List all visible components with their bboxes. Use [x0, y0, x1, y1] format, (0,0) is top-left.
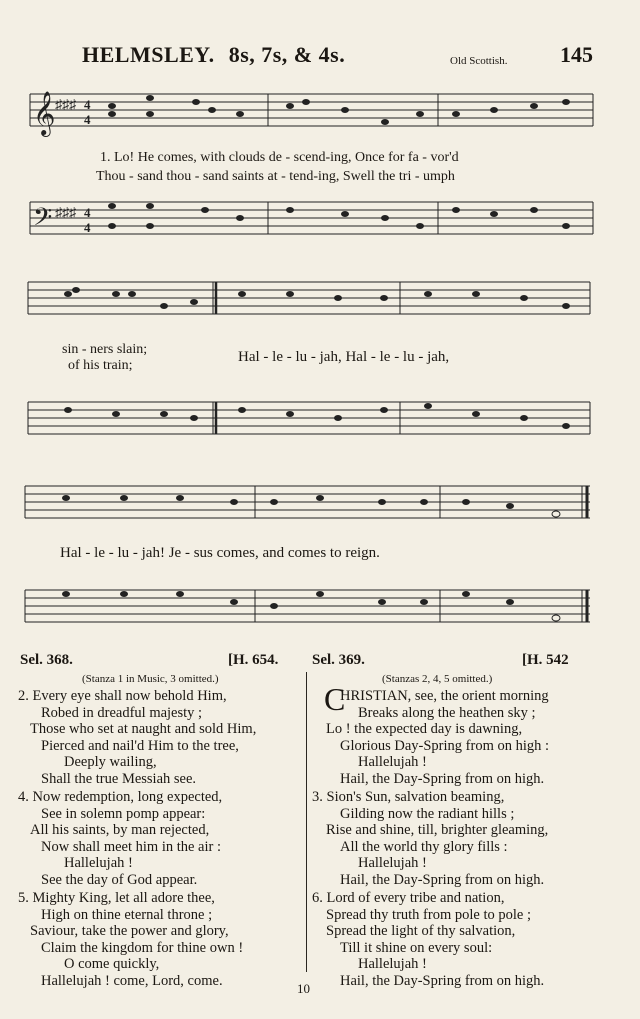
bass-staff-1 [0, 190, 640, 250]
verse-line: Hallelujah ! [358, 855, 427, 871]
verse-line: Claim the kingdom for thine own ! [41, 939, 244, 956]
sel-368-verses [18, 688, 318, 989]
verse-line: See the day of God appear. [41, 871, 198, 888]
verse-line: Shall the true Messiah see. [41, 770, 197, 787]
tune-origin: Old Scottish. [450, 55, 508, 67]
bass-staff-2 [0, 390, 640, 450]
verse-line: Hail, the Day-Spring from on high. [340, 972, 545, 989]
sel-368-heading: Sel. 368. [20, 652, 73, 668]
signature-mark: 10 [297, 981, 310, 996]
lyric-line-sinners: sin - ners slain; [62, 342, 148, 357]
sel-368-note: (Stanza 1 in Music, 3 omitted.) [82, 673, 219, 685]
verse-line: 5. Mighty King, let all adore thee, [18, 890, 215, 906]
verse-line: Hail, the Day-Spring from on high. [340, 871, 545, 888]
column-divider [306, 672, 307, 972]
lyric-line-train: of his train; [68, 358, 133, 373]
lyric-verse-1: 1. Lo! He comes, with clouds de - scend-ing, Once for fa - vor'd [100, 150, 459, 165]
verse-line: All the world thy glory fills : [340, 838, 508, 855]
lyric-verse-2: Thou - sand thou - sand saints at - tend-ing, Swell the tri - umph [96, 169, 455, 184]
svg-text:4: 4 [84, 97, 91, 112]
svg-text:4: 4 [84, 205, 91, 220]
svg-text:𝄢: 𝄢 [33, 203, 53, 238]
verse-line: Those who set at naught and sold Him, [30, 721, 257, 737]
verse-line: Gilding now the radiant hills ; [340, 805, 515, 822]
hymn-title [82, 42, 345, 68]
lyric-refrain-1: Hal - le - lu - jah, Hal - le - lu - jah, [238, 349, 450, 365]
sel-369-verses [312, 688, 632, 989]
verse-line: Spread the light of thy salvation, [326, 923, 516, 939]
treble-staff-2 [0, 270, 640, 330]
sel-369-heading: Sel. 369. [312, 652, 365, 668]
drop-cap: C [324, 681, 346, 717]
verse-line: Till it shine on every soul: [340, 939, 493, 956]
meter: 8s, 7s, & 4s. [228, 42, 346, 67]
tune-name: HELMSLEY. [82, 42, 215, 67]
verse-line: Lo ! the expected day is dawning, [326, 721, 523, 737]
verse-line: Deeply wailing, [64, 754, 157, 770]
bass-staff-3 [0, 582, 640, 642]
svg-text:4: 4 [84, 220, 91, 235]
svg-text:4: 4 [84, 112, 91, 127]
verse-line: 2. Every eye shall now behold Him, [18, 688, 227, 704]
verse-line: Glorious Day-Spring from on high : [340, 737, 550, 754]
sel-369-ref: [H. 542 [522, 652, 569, 668]
verse-line: Hallelujah ! come, Lord, come. [41, 972, 223, 989]
verse-line: Pierced and nail'd Him to the tree, [41, 737, 239, 754]
svg-text:♯♯♯: ♯♯♯ [55, 206, 76, 221]
verse-line: Rise and shine, till, brighter gleaming, [326, 822, 549, 838]
verse-line: All his saints, by man rejected, [30, 822, 210, 838]
verse-line: Hallelujah ! [358, 956, 427, 972]
verse-line: Spread thy truth from pole to pole ; [326, 906, 531, 923]
verse-line: 4. Now redemption, long expected, [18, 789, 223, 805]
lyric-final-line: Hal - le - lu - jah! Je - sus comes, and comes to reign. [60, 545, 380, 561]
svg-text:♯♯♯: ♯♯♯ [55, 98, 76, 113]
verse-line: 6. Lord of every tribe and nation, [312, 890, 505, 906]
verse-line: See in solemn pomp appear: [41, 805, 206, 822]
verse-line: Robed in dreadful majesty ; [41, 704, 203, 721]
verse-line: Hail, the Day-Spring from on high. [340, 770, 545, 787]
treble-staff-3 [0, 478, 640, 538]
verse-line: Hallelujah ! [64, 855, 133, 871]
verse-line: 3. Sion's Sun, salvation beaming, [312, 789, 505, 805]
svg-text:𝄞: 𝄞 [33, 91, 56, 135]
verse-line: Hallelujah ! [358, 754, 427, 770]
verse-line: HRISTIAN, see, the orient morning [340, 688, 549, 704]
sel-369-note: (Stanzas 2, 4, 5 omitted.) [382, 673, 493, 685]
sel-368-ref: [H. 654. [228, 652, 279, 668]
verse-line: Saviour, take the power and glory, [30, 923, 229, 939]
verse-line: High on thine eternal throne ; [41, 906, 213, 923]
page-number: 145 [560, 42, 593, 67]
verse-line: O come quickly, [64, 956, 160, 972]
treble-staff-1 [0, 86, 640, 146]
verse-line: Now shall meet him in the air : [41, 838, 222, 855]
verse-line: Breaks along the heathen sky ; [358, 704, 536, 721]
